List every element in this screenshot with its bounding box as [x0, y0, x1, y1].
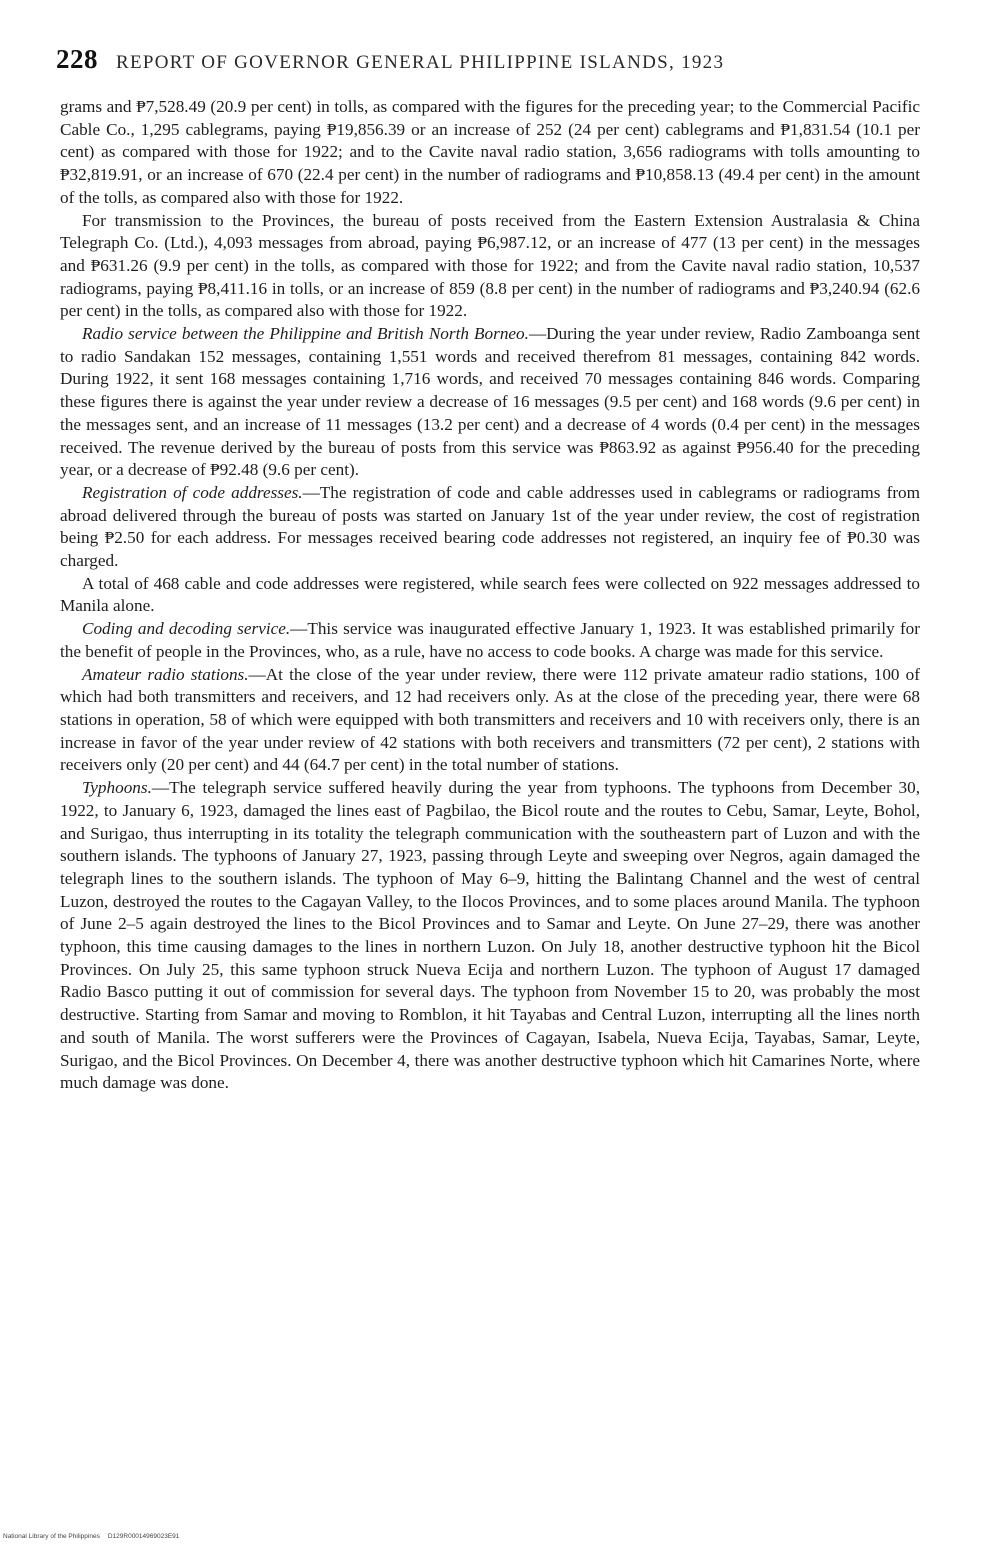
- paragraph-text: A total of 468 cable and code addresses were registered, while search fees were collected on 922 messages addressed to Manila alone.: [60, 573, 920, 616]
- paragraph-heading: Radio service between the Philippine and British North Borneo.: [82, 324, 529, 344]
- paragraph-tolls-continued: [60, 96, 920, 210]
- paragraph-registered-total: [60, 573, 920, 618]
- paragraph-provinces-transmission: [60, 210, 920, 324]
- paragraph-heading: Amateur radio stations.: [82, 664, 249, 684]
- paragraph-heading: Typhoons.: [82, 778, 152, 798]
- paragraph-text: —This service was inaugurated effective January 1, 1923. It was established primarily for the benefit of people in the Provinces, who, as a rule, have no access to code books. A charge was made for this service.: [60, 619, 920, 661]
- paragraph-text: —During the year under review, Radio Zamboanga sent to radio Sandakan 152 messages, containing 1,551 words and received therefrom 81 messages, containing 842 words. During 1922, it sent 168 messages containing 1,716 words, and received 70 messages containing 846 words. Comparing these figures there is against the year under review a decrease of 16 messages (9.5 per cent) and 168 words (9.6 per cent) in the messages sent, and an increase of 11 messages (13.2 per cent) and a decrease of 4 words (0.4 per cent) in the messages received. The revenue derived by the bureau of posts from this service was ₱863.92 as against ₱956.40 for the preceding year, or a decrease of ₱92.48 (9.6 per cent).: [60, 324, 920, 480]
- page-number: 228: [56, 44, 98, 74]
- footer-library: National Library of the Philippines: [3, 1533, 100, 1540]
- paragraph-code-addresses: [60, 482, 920, 573]
- paragraph-text: —The registration of code and cable addresses used in cablegrams or radiograms from abroad delivered through the bureau of posts was started on January 1st of the year under review, the cost of registration being ₱2.50 for each address. For messages received bearing code addresses not registered, an inquiry fee of ₱0.30 was charged.: [60, 482, 921, 571]
- paragraph-coding-service: [60, 618, 920, 663]
- paragraph-typhoons: [60, 777, 920, 1095]
- body-text: [60, 96, 920, 1095]
- paragraph-text: grams and ₱7,528.49 (20.9 per cent) in tolls, as compared with the figures for the preceding year; to the Commercial Pacific Cable Co., 1,295 cablegrams, paying ₱19,856.39 or an increase of 252 (24 per cent) cablegrams and ₱1,831.54 (10.1 per cent) as compared with those for 1922; and to the Cavite naval radio station, 3,656 radiograms with tolls amounting to ₱32,819.91, or an increase of 670 (22.4 per cent) in the number of radiograms and ₱10,858.13 (49.4 per cent) in the amount of the tolls, as compared also with those for 1922.: [60, 97, 920, 207]
- paragraph-text: —At the close of the year under review, there were 112 private amateur radio stations, 100 of which had both transmitters and receivers, and 12 had receivers only. As at the close of the preceding year, there were 68 stations in operation, 58 of which were equipped with both transmitters and receivers and 10 with receivers only, there is an increase in favor of the year under review of 42 stations with both receivers and transmitters (72 per cent), 2 stations with receivers only (20 per cent) and 44 (64.7 per cent) in the total number of stations.: [60, 664, 920, 775]
- paragraph-amateur-radio: [60, 664, 920, 778]
- scan-footer: [3, 1533, 179, 1540]
- paragraph-radio-borneo: [60, 323, 920, 482]
- paragraph-heading: Registration of code addresses.: [82, 482, 303, 502]
- running-title: REPORT OF GOVERNOR GENERAL PHILIPPINE ISLANDS, 1923: [116, 52, 725, 73]
- paragraph-text: —The telegraph service suffered heavily during the year from typhoons. The typhoons from December 30, 1922, to January 6, 1923, damaged the lines east of Pagbilao, the Bicol route and the routes to Cebu, Samar, Leyte, Bohol, and Surigao, thus interrupting in its totality the telegraph communication with the southeastern part of Luzon and with the southern islands. The typhoons of January 27, 1923, passing through Leyte and sweeping over Negros, again damaged the telegraph lines to the southern islands. The typhoon of May 6–9, hitting the Balintang Channel and the west of central Luzon, destroyed the routes to the Cagayan Valley, to the Ilocos Provinces, and to some places around Manila. The typhoon of June 2–5 again destroyed the lines to the Bicol Provinces and to Samar and Leyte. On June 27–29, there was another typhoon, this time causing damages to the lines in northern Luzon. On July 18, another destructive typhoon hit the Bicol Provinces. On July 25, this same typhoon struck Nueva Ecija and northern Luzon. The typhoon of August 17 damaged Radio Basco putting it out of commission for several days. The typhoon from November 15 to 20, was probably the most destructive. Starting from Samar and moving to Romblon, it hit Tayabas and Central Luzon, interrupting all the lines north and south of Manila. The worst sufferers were the Provinces of Cagayan, Isabela, Nueva Ecija, Tayabas, Samar, Leyte, Surigao, and the Bicol Provinces. On December 4, there was another destructive typhoon which hit Camarines Norte, where much damage was done.: [60, 778, 920, 1093]
- paragraph-text: For transmission to the Provinces, the bureau of posts received from the Eastern Extension Australasia & China Telegraph Co. (Ltd.), 4,093 messages from abroad, paying ₱6,987.12, or an increase of 477 (13 per cent) in the messages and ₱631.26 (9.9 per cent) in the tolls, as compared with those for 1922; and from the Cavite naval radio station, 10,537 radiograms, paying ₱8,411.16 in tolls, or an increase of 859 (8.8 per cent) in the number of radiograms and ₱3,240.94 (62.6 per cent) in the tolls, as compared also with those for 1922.: [60, 210, 920, 321]
- page-header: [56, 44, 926, 84]
- paragraph-heading: Coding and decoding service.: [82, 619, 291, 639]
- footer-id: D129R00014969023E91: [107, 1533, 180, 1540]
